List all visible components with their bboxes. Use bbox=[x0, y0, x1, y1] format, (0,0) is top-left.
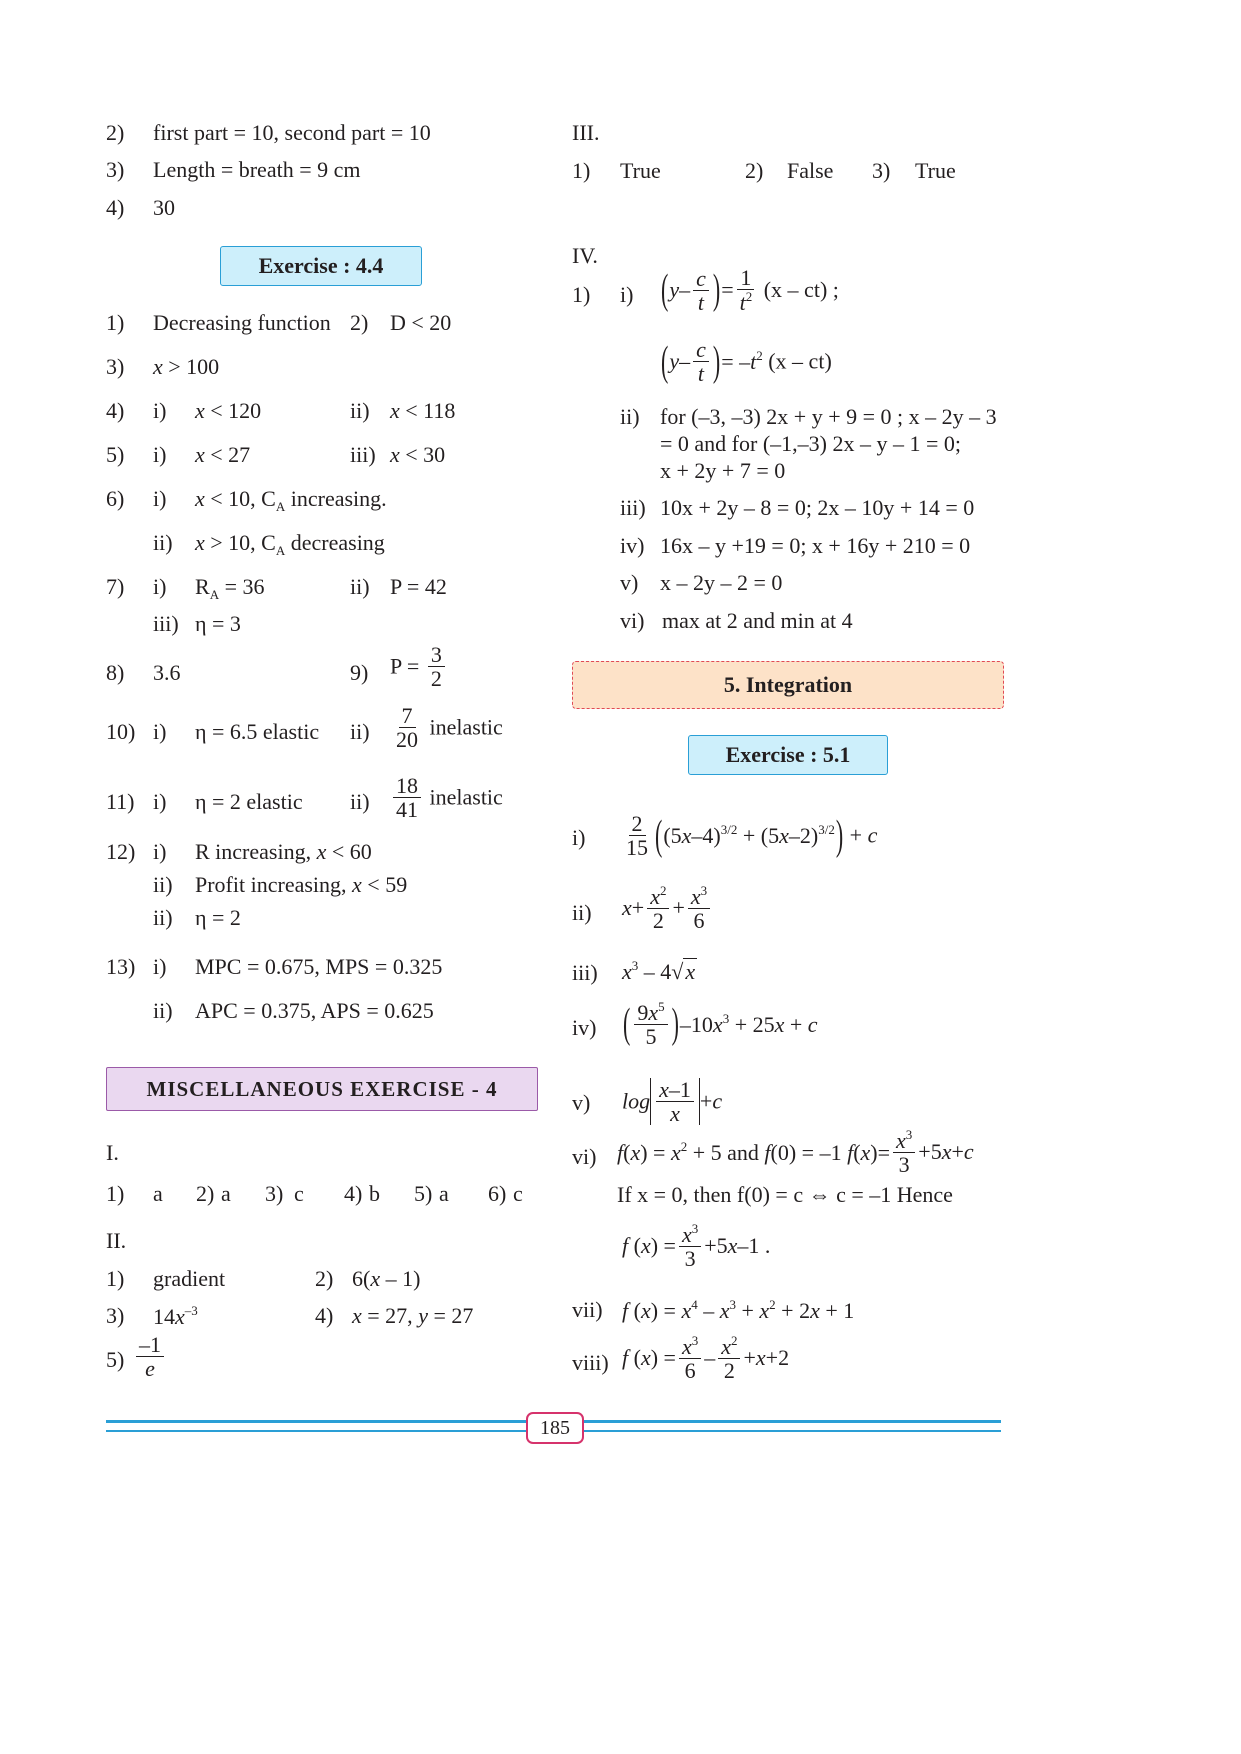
item-number: 10) bbox=[106, 719, 136, 744]
item-number: 4) bbox=[315, 1303, 334, 1328]
answer-text: x < 30 bbox=[390, 442, 446, 467]
math-expression: log $\frac{x-1}{x}$ +c bbox=[622, 1077, 723, 1127]
answer-text: x = 27, y = 27 bbox=[352, 1303, 474, 1328]
answer-text: Decreasing function bbox=[153, 310, 331, 335]
answer-text: R increasing, x < 60 bbox=[195, 839, 372, 864]
answer-text: η = 6.5 elastic bbox=[195, 719, 320, 744]
answer-text: 16x – y +19 = 0; x + 16y + 210 = 0 bbox=[660, 533, 971, 558]
page-number: 185 bbox=[526, 1412, 584, 1444]
section-label: I. bbox=[106, 1140, 119, 1165]
exercise-4-4-heading: Exercise : 4.4 bbox=[220, 246, 422, 286]
answer-fraction: $\frac{-1}{e}$ bbox=[133, 1333, 167, 1380]
roman-label: ii) bbox=[350, 719, 370, 744]
roman-label: iii) bbox=[153, 611, 179, 636]
answer-text: x > 10, $C_A$ decreasing bbox=[195, 530, 385, 558]
math-expression: f $(x) = x^4 - x^3 + x^2 + 2x + 1$ bbox=[622, 1297, 855, 1323]
item-number: 6) bbox=[106, 486, 125, 511]
answer-text: x < 120 bbox=[195, 398, 262, 423]
answer-text: APC = 0.375, APS = 0.625 bbox=[195, 998, 434, 1023]
item-number: 2) bbox=[745, 158, 764, 183]
item-number: 5) bbox=[106, 1347, 125, 1372]
roman-label: i) bbox=[153, 954, 167, 979]
roman-label: ii) bbox=[153, 872, 173, 897]
item-number: 12) bbox=[106, 839, 136, 864]
roman-label: ii) bbox=[153, 998, 173, 1023]
item-number: 8) bbox=[106, 660, 125, 685]
math-expression: $f(x) = x^2 + 5$ and f(0) = –1 f(x)= $\frac{x^3}{3}$ +5x+c bbox=[617, 1127, 974, 1178]
answer-text: MPC = 0.675, MPS = 0.325 bbox=[195, 954, 443, 979]
item-number: 6) bbox=[488, 1181, 507, 1206]
answer-text: x + 2y + 7 = 0 bbox=[660, 458, 786, 483]
item-number: 5) bbox=[106, 442, 125, 467]
roman-label: i) bbox=[153, 574, 167, 599]
item-number: 4) bbox=[344, 1181, 363, 1206]
roman-label: vi) bbox=[572, 1144, 597, 1169]
item-number: 2) bbox=[350, 310, 369, 335]
tf-answer: True bbox=[620, 158, 661, 183]
item-number: 2) bbox=[196, 1181, 215, 1206]
roman-label: ii) bbox=[350, 574, 370, 599]
roman-label: ii) bbox=[620, 404, 640, 429]
mcq-answer: a bbox=[153, 1181, 163, 1206]
roman-label: v) bbox=[572, 1090, 591, 1115]
item-number: 7) bbox=[106, 574, 125, 599]
answer-text: P = 42 bbox=[390, 574, 447, 599]
roman-label: iii) bbox=[620, 495, 646, 520]
answer-text: η = 3 bbox=[195, 611, 241, 636]
item-number: 4) bbox=[106, 195, 125, 220]
roman-label: i) bbox=[153, 839, 167, 864]
answer-text: gradient bbox=[153, 1266, 226, 1291]
math-expression: ( $\frac{9x^5}{5}$ )$-10x^3 + 25x + c$ bbox=[623, 999, 818, 1050]
roman-label: iii) bbox=[350, 442, 376, 467]
item-number: 1) bbox=[572, 282, 591, 307]
exercise-5-1-heading: Exercise : 5.1 bbox=[688, 735, 888, 775]
item-number: 13) bbox=[106, 954, 136, 979]
answer-text: $R_A = 36$ bbox=[195, 574, 265, 602]
roman-label: ii) bbox=[350, 789, 370, 814]
answer-text: 30 bbox=[153, 195, 175, 220]
item-number: 3) bbox=[265, 1181, 284, 1206]
item-number: 1) bbox=[106, 310, 125, 335]
answer-fraction: $\frac{18}{41}$ inelastic bbox=[390, 774, 503, 821]
roman-label: i) bbox=[572, 825, 586, 850]
tf-answer: True bbox=[915, 158, 956, 183]
answer-text: x – 2y – 2 = 0 bbox=[660, 570, 783, 595]
item-number: 2) bbox=[315, 1266, 334, 1291]
answer-fraction: $\frac{7}{20}$ inelastic bbox=[396, 703, 503, 753]
roman-label: i) bbox=[153, 486, 167, 511]
answer-text: first part = 10, second part = 10 bbox=[153, 120, 431, 145]
answer-text: η = 2 elastic bbox=[195, 789, 303, 814]
answer-text: x < 10, $C_A$ increasing. bbox=[195, 486, 387, 514]
answer-text: x < 118 bbox=[390, 398, 456, 423]
answer-text: D < 20 bbox=[390, 310, 452, 335]
answer-text: x > 100 bbox=[153, 354, 220, 379]
roman-label: ii) bbox=[350, 398, 370, 423]
item-number: 3) bbox=[106, 157, 125, 182]
roman-label: iii) bbox=[572, 960, 598, 985]
item-number: 1) bbox=[572, 158, 591, 183]
math-expression: $\frac{2}{15}$ $((5x-4)^{3/2} + (5x-2)^{3/2}) + c$ bbox=[626, 810, 878, 861]
section-label: II. bbox=[106, 1228, 127, 1253]
item-number: 2) bbox=[106, 120, 125, 145]
roman-label: i) bbox=[153, 442, 167, 467]
roman-label: i) bbox=[153, 719, 167, 744]
roman-label: i) bbox=[620, 282, 634, 307]
roman-label: iv) bbox=[620, 533, 645, 558]
roman-label: iv) bbox=[572, 1015, 597, 1040]
roman-label: v) bbox=[620, 570, 639, 595]
roman-label: ii) bbox=[153, 530, 173, 555]
integration-chapter-heading: 5. Integration bbox=[572, 661, 1004, 709]
roman-label: ii) bbox=[572, 900, 592, 925]
answer-text: = 0 and for (–1,–3) 2x – y – 1 = 0; bbox=[660, 431, 961, 456]
item-number: 9) bbox=[350, 660, 369, 685]
mcq-answer: b bbox=[369, 1181, 380, 1206]
misc-exercise-heading: MISCELLANEOUS EXERCISE - 4 bbox=[106, 1067, 538, 1111]
roman-label: vii) bbox=[572, 1297, 603, 1322]
math-expression: f (x) = $\frac{x^3}{3}$ +5x–1 . bbox=[622, 1221, 771, 1272]
item-number: 5) bbox=[414, 1181, 433, 1206]
answer-text: x < 27 bbox=[195, 442, 251, 467]
mcq-answer: c bbox=[294, 1181, 304, 1206]
item-number: 1) bbox=[106, 1181, 125, 1206]
item-number: 1) bbox=[106, 1266, 125, 1291]
mcq-answer: a bbox=[439, 1181, 449, 1206]
math-expression: x+ $\frac{x^2}{2}$ + $\frac{x^3}{6}$ bbox=[622, 884, 713, 932]
item-number: 3) bbox=[872, 158, 891, 183]
item-number: 4) bbox=[106, 398, 125, 423]
answer-text: If x = 0, then f(0) = c ⇔ c = –1 Hence bbox=[617, 1182, 953, 1207]
math-expression: f (x) = $\frac{x^3}{6}$ – $\frac{x^2}{2}$ +x+2 bbox=[622, 1333, 790, 1384]
item-number: 3) bbox=[106, 1303, 125, 1328]
mcq-answer: c bbox=[513, 1181, 523, 1206]
answer-text: $14x^{-3}$ bbox=[153, 1303, 198, 1329]
section-label: IV. bbox=[572, 243, 598, 268]
roman-label: vi) bbox=[620, 608, 645, 633]
answer-text: 10x + 2y – 8 = 0; 2x – 10y + 14 = 0 bbox=[660, 495, 975, 520]
answer-text: 3.6 bbox=[153, 660, 181, 685]
roman-label: viii) bbox=[572, 1350, 609, 1375]
math-expression: (y– $\frac{c}{t}$ )= $-t^2$ (x – ct) bbox=[661, 336, 832, 387]
answer-text: η = 2 bbox=[195, 905, 241, 930]
roman-label: i) bbox=[153, 789, 167, 814]
math-expression: $x^3 - 4√x$ bbox=[622, 958, 696, 984]
answer-fraction: P = $\frac{3}{2}$ bbox=[390, 643, 448, 690]
mcq-answer: a bbox=[221, 1181, 231, 1206]
item-number: 11) bbox=[106, 789, 135, 814]
answer-text: Length = breath = 9 cm bbox=[153, 157, 361, 182]
tf-answer: False bbox=[787, 158, 834, 183]
answer-text: Profit increasing, x < 59 bbox=[195, 872, 408, 897]
answer-text: for (–3, –3) 2x + y + 9 = 0 ; x – 2y – 3 bbox=[660, 404, 997, 429]
roman-label: i) bbox=[153, 398, 167, 423]
answer-text: max at 2 and min at 4 bbox=[662, 608, 853, 633]
math-expression: (y– $\frac{c}{t}$ )= $\frac{1}{t^2}$ (x – ct) ; bbox=[661, 265, 839, 316]
item-number: 3) bbox=[106, 354, 125, 379]
section-label: III. bbox=[572, 120, 600, 145]
answer-text: 6(x – 1) bbox=[352, 1266, 421, 1291]
roman-label: ii) bbox=[153, 905, 173, 930]
